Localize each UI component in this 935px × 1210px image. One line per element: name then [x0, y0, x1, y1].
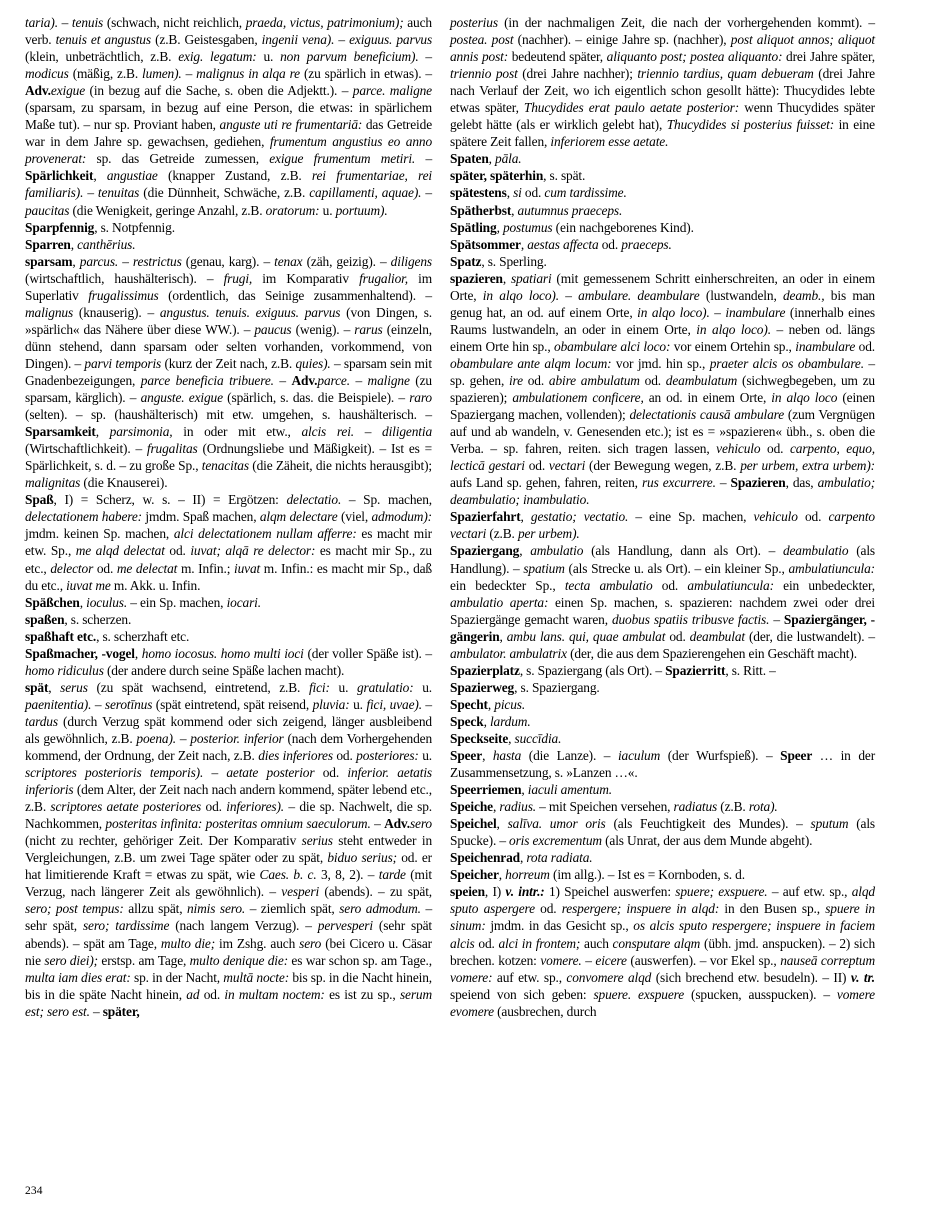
- dictionary-entry: sparsam, parcus. – restrictus (genau, karg). – tenax (zäh, geizig). – diligens (wirtschaftlich, haushälterisch). – frugi, im Komparativ frugalior, im Superlativ frugalissimus (ordentlich, das Seinige zusammenhaltend). – malignus (knauserig). – angustus. tenuis. exiguus. parvus (von Dingen, s. »spärlich« das Nähere über diese WW.). – paucus (wenig). – rarus (einzeln, dünn stehend, dann sparsam oder selten vorhanden, vorkommend, von Dingen). – parvi temporis (kurz der Zeit nach, z.B. quies). – sparsam sein mit Gnadenbezeigungen, parce beneficia tribuere. – Adv.parce. – maligne (zu sparsam, kärglich). – anguste. exigue (spärlich, s. das. die Beispiele). – raro (selten). – sp. (haushälterisch) mit etw. umgehen, s. haushälterisch. – Sparsamkeit, parsimonia, in oder mit etw., alcis rei. – diligentia (Wirtschaftlichkeit). – frugalitas (Ordnungsliebe und Mäßigkeit). – Ist es = Spärlichkeit, s. d. – zu große Sp., tenacitas (die Zäheit, die nichts herausgibt); malignitas (die Knauserei).: [25, 253, 433, 491]
- dictionary-entry: spazieren, spatiari (mit gemessenem Schritt einherschreiten, an oder in einem Orte, in alqo loco). – ambulare. deambulare (lustwandeln, deamb., bis man genug hat, an od. auf einem Orte, in alqo loco). – inambulare (innerhalb eines Raums lustwandeln, an oder in einem Orte, in alqo loco). – neben od. längs einem Orte hin sp., obambulare alci loco: vor einem Ortehin sp., inambulare od. obambulare ante alqm locum: vor jmd. hin sp., praeter alcis os obambulare. – sp. gehen, ire od. abire ambulatum od. deambulatum (sichwegbegeben, um zu spazieren); ambulationem conficere, an od. in einem Orte, in alqo loco (einen Spaziergang machen, vollenden); delectationis causā ambulare (zum Vergnügen auf und ab wandeln, v. Genesenden etc.); ist es = »spazieren« übh., s. oben die Verba. – sp. fahren, reiten. sich tragen lassen, vehiculo od. carpento, equo, lecticā gestari od. vectari (der Bewegung wegen, z.B. per urbem, extra urbem): aufs Land sp. gehen, fahren, reiten, rus excurrere. – Spazieren, das, ambulatio; deambulatio; inambulatio.: [450, 270, 876, 508]
- dictionary-entry: Specht, picus.: [450, 696, 526, 712]
- dictionary-entry: Spazierfahrt, gestatio; vectatio. – eine Sp. machen, vehiculo od. carpento vectari (z.B. per urbem).: [450, 509, 875, 542]
- dictionary-entry: Speck, lardum.: [450, 713, 531, 729]
- dictionary-entry: Spaziergang, ambulatio (als Handlung, dann als Ort). – deambulatio (als Handlung). – spatium (als Strecke u. als Ort). – ein kleiner Sp., ambulatiuncula: ein bedeckter Sp., tecta ambulatio od. ambulatiuncula: ein unbedeckter, ambulatio aperta: einen Sp. machen, s. spazieren: nachdem zwei oder drei Spaziergänge gemacht waren, duobus spatiis tribusve factis. – Spaziergänger, -gängerin, ambu lans. qui, quae ambulat od. deambulat (der, die lustwandelt). – ambulator. ambulatrix (der, die aus dem Spazierengehen ein Geschäft macht).: [450, 543, 875, 661]
- page-number: 234: [25, 1185, 43, 1197]
- dictionary-entry: Spatz, s. Sperling.: [450, 253, 547, 269]
- two-column-layout: [25, 14, 905, 1020]
- dictionary-entry: spätestens, si od. cum tardissime.: [450, 185, 627, 201]
- dictionary-entry: Speerriemen, iaculi amentum.: [450, 782, 612, 798]
- dictionary-entry: Speer, hasta (die Lanze). – iaculum (der Wurfspieß). – Speer … in der Zusammensetzung, s. »Lanzen …«.: [450, 748, 876, 781]
- dictionary-entry: spaßhaft etc., s. scherzhaft etc.: [25, 628, 190, 644]
- right-text-column: [450, 14, 875, 1020]
- dictionary-entry: posterius (in der nachmaligen Zeit, die nach der vorhergehenden kommt). – postea. post (nachher). – einige Jahre sp. (nachher), post aliquot annos; aliquot annis post: bedeutend später, aliquanto post; postea aliquanto: drei Jahre später, triennio post (drei Jahre nachher); triennio tardius, quam debueram (drei Jahre nach Verlauf der Zeit, wo ich eigentlich schon gesollt hätte): Thucydides lebte etwas später, Thucydides erat paulo aetate posterior: wenn Thucydides später gelebt hätte (als er wirklich gelebt hat), Thucydides si posterius fuisset: in eine spätere Zeit fallen, inferiorem esse aetate.: [450, 15, 875, 150]
- dictionary-entry: Spätherbst, autumnus praeceps.: [450, 202, 623, 218]
- dictionary-entry: Sparpfennig, s. Notpfennig.: [25, 219, 175, 235]
- left-text-column: [25, 14, 432, 1020]
- dictionary-entry: Speiche, radius. – mit Speichen versehen, radiatus (z.B. rota).: [450, 799, 778, 815]
- dictionary-entry: Spaßmacher, -vogel, homo iocosus. homo multi ioci (der voller Späße ist). – homo ridiculus (der andere durch seine Späße lachen macht).: [25, 645, 432, 678]
- dictionary-entry: Spaten, pāla.: [450, 151, 522, 167]
- dictionary-entry: Spätling, postumus (ein nachgeborenes Kind).: [450, 219, 694, 235]
- dictionary-entry: Speichenrad, rota radiata.: [450, 850, 593, 866]
- dictionary-entry: später, späterhin, s. spät.: [450, 168, 586, 184]
- dictionary-entry: Spätsommer, aestas affecta od. praeceps.: [450, 236, 672, 252]
- dictionary-entry: Speicher, horreum (im allg.). – Ist es = Kornboden, s. d.: [450, 867, 745, 883]
- dictionary-entry: Spaß, I) = Scherz, w. s. – II) = Ergötzen: delectatio. – Sp. machen, delectationem habere: jmdm. Spaß machen, alqm delectare (viel, admodum): jmdm. keinen Sp. machen, alci delectationem nullam afferre: es macht mir etw. Sp., me alqd delectat od. iuvat; alqā re delector: es macht mir Sp., zu etc., delector od. me delectat m. Infin.; iuvat m. Infin.: es macht mir Sp., daß du etc., iuvat me m. Akk. u. Infin.: [25, 492, 432, 593]
- dictionary-entry: speien, I) v. intr.: 1) Speichel auswerfen: spuere; exspuere. – auf etw. sp., alqd sputo aspergere od. respergere; inspuere in alqd: in den Busen sp., spuere in sinum: jmdm. in das Gesicht sp., os alcis sputo respergere; inspuere in faciem alcis od. alci in frontem; auch consputare alqm (übh. jmd. anspucken). – 2) sich brechen. kotzen: vomere. – eicere (auswerfen). – vor Ekel sp., nauseā correptum vomere: auf etw. sp., convomere alqd (sich brechend etw. besudeln). – II) v. tr. speiend von sich geben: spuere. exspuere (spucken, ausspucken). – vomere evomere (ausbrechen, durch: [450, 884, 876, 1019]
- dictionary-entry: taria). – tenuis (schwach, nicht reichlich, praeda, victus, patrimonium); auch verb. tenuis et angustus (z.B. Geistesgaben, ingenii vena). – exiguus. parvus (klein, unbeträchtlich, z.B. exig. legatum: u. non parvum beneficium). – modicus (mäßig, z.B. lumen). – malignus in alqa re (zu spärlich in etwas). – Adv.exigue (in bezug auf die Sache, s. oben die Adjektt.). – parce. maligne (sparsam, zu sparsam, in bezug auf eine Person, die etwas: in spärlichem Maße tut). – nur sp. Proviant haben, anguste uti re frumentariā: das Getreide war in dem Jahre sp. gewachsen, gediehen, frumentum angustius eo anno provenerat: sp. das Getreide zumessen, exigue frumentum metiri. – Spärlichkeit, angustiae (knapper Zustand, z.B. rei frumentariae, rei familiaris). – tenuitas (die Dünnheit, Schwäche, z.B. capillamenti, aquae). – paucitas (die Wenigkeit, geringe Anzahl, z.B. oratorum: u. portuum).: [25, 15, 433, 218]
- dictionary-entry: Spazierplatz, s. Spaziergang (als Ort). – Spazierritt, s. Ritt. –: [450, 662, 776, 678]
- dictionary-entry: Spazierweg, s. Spaziergang.: [450, 679, 600, 695]
- dictionary-entry: spaßen, s. scherzen.: [25, 611, 132, 627]
- dictionary-entry: Sparren, canthērius.: [25, 236, 136, 252]
- dictionary-entry: Speichel, salīva. umor oris (als Feuchtigkeit des Mundes). – sputum (als Spucke). – oris excrementum (als Unrat, der aus dem Munde abgeht).: [450, 816, 876, 849]
- dictionary-entry: spät, serus (zu spät wachsend, eintretend, z.B. fici: u. gratulatio: u. paenitentia). – serotīnus (spät eintretend, spät reisend, pluvia: u. fici, uvae). – tardus (durch Verzug spät kommend oder sich zeigend, länger ausbleibend als gewöhnlich, z.B. poena). – posterior. inferior (nach dem Vorhergehenden kommend, der Ordnung, der Zeit nach, z.B. dies inferiores od. posteriores: u. scriptores posterioris temporis). – aetate posterior od. inferior. aetatis inferioris (dem Alter, der Zeit nach nach andern kommend, später lebend etc., z.B. scriptores aetate posteriores od. inferiores). – die sp. Nachwelt, die sp. Nachkommen, posteritas infinita: posteritas omnium saeculorum. – Adv.sero (nicht zu rechter, gehöriger Zeit. Der Komparativ serius steht entweder in Vergleichungen, z.B. um zwei Tage später oder zu spät, biduo serius; od. er hat limitierende Kraft = etwas zu spät, wie Caes. b. c. 3, 8, 2). – tarde (mit Verzug, nach längerer Zeit als gewöhnlich). – vesperi (abends). – zu spät, sero; post tempus: allzu spät, nimis sero. – ziemlich spät, sero admodum. – sehr spät, sero; tardissime (nach langem Verzug). – pervesperi (sehr spät abends). – spät am Tage, multo die; im Zshg. auch sero (bei Cicero u. Cäsar nie sero diei); erstsp. am Tage, multo denique die: es war schon sp. am Tage., multa iam dies erat: sp. in der Nacht, multā nocte: bis sp. in die Nacht hinein, bis in die späte Nacht hinein, ad od. in multam noctem: es ist zu sp., serum est; sero est. – später,: [25, 679, 433, 1019]
- dictionary-entry: Speckseite, succīdia.: [450, 730, 562, 746]
- dictionary-entry: Späßchen, ioculus. – ein Sp. machen, iocari.: [25, 594, 261, 610]
